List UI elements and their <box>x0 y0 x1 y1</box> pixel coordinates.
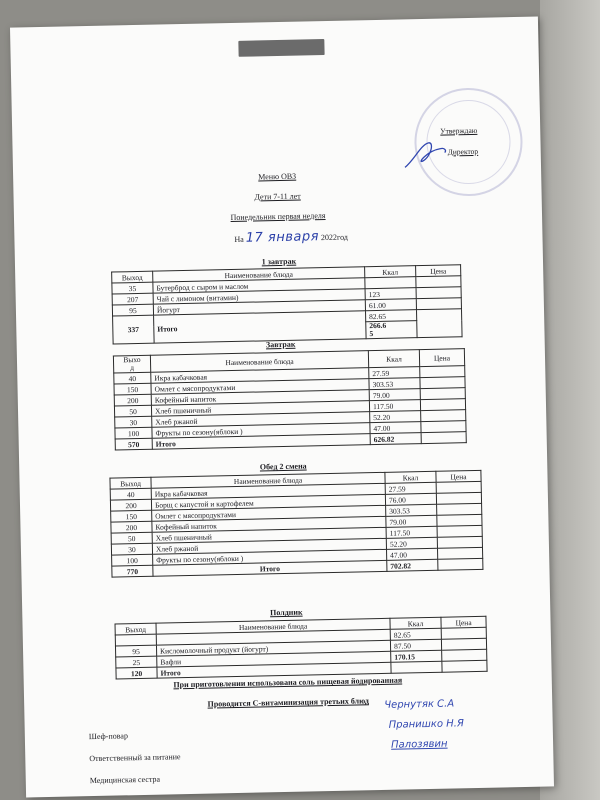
table-row: 150 Омлет с мясопродуктами 303.53 <box>114 377 465 395</box>
responsible-signature: Пранишко Н.Я <box>388 718 464 731</box>
col-output: Выход <box>112 271 153 283</box>
breakfast1-title: 1 завтрак <box>261 256 297 267</box>
table-total-row: 337 Итого 82.65 <box>113 309 462 327</box>
col-price: Цена <box>441 616 486 628</box>
snack-title: Полдник <box>269 607 303 618</box>
table-row: 200 Кофейный напиток 79.00 <box>114 388 465 406</box>
lunch-table <box>109 470 483 578</box>
col-name: Наименование блюда <box>151 472 385 488</box>
col-name: Наименование блюда <box>156 618 390 634</box>
col-output: Выход <box>115 623 156 635</box>
table-total-row: 120 Итого <box>116 660 487 679</box>
chef-signature: Чернутяк С.А <box>384 698 455 711</box>
col-name: Наименование блюда <box>150 351 368 373</box>
vitamin-note: Проводится С-витаминизация третьих блюд <box>207 696 369 709</box>
clip-tab <box>238 39 324 57</box>
date-suffix: 2022год <box>320 232 349 243</box>
col-kcal: Ккал <box>390 617 441 629</box>
table-row: 95 Йогурт 61.00 <box>112 298 461 316</box>
col-kcal: Ккал <box>368 350 419 368</box>
col-price: Цена <box>436 470 481 482</box>
date-line <box>234 229 348 246</box>
col-name: Наименование блюда <box>153 267 365 282</box>
table-total-row: 770 Итого 702.82 <box>112 558 483 577</box>
breakfast1-table <box>111 264 462 344</box>
responsible-label: Ответственный за питание <box>89 752 181 764</box>
table-row: 40 Икра кабачковая 27.59 <box>110 481 481 500</box>
day-label: Понедельник первая неделя <box>230 211 326 223</box>
chef-label: Шеф-повар <box>88 731 129 742</box>
col-price: Цена <box>419 349 464 367</box>
table-row: 30 Хлеб ржаной 52.20 <box>111 536 482 555</box>
age-group: Дети 7-11 лет <box>254 191 301 202</box>
table-row: 100 Фрукты по сезону(яблоки ) 47.00 <box>115 421 466 439</box>
table-row: 40 Икра кабачковая 27.59 <box>114 366 465 384</box>
table-row: 50 Хлеб пшеничный 117.50 <box>111 525 482 544</box>
breakfast-table <box>113 348 467 450</box>
table-row: 100 Фрукты по сезону(яблоки ) 47.00 <box>112 547 483 566</box>
col-output: Выхо д <box>113 355 150 373</box>
table-total-row-2: 266.6 5 <box>113 320 462 344</box>
table-row: 35 Бутерброд с сыром и маслом <box>112 276 461 294</box>
menu-title: Меню ОВЗ <box>258 171 297 182</box>
table-row: 30 Хлеб ржаной 52.20 <box>115 410 466 428</box>
col-output: Выход <box>110 477 151 489</box>
table-row: 150 Омлет с мясопродуктами 303.53 <box>111 503 482 522</box>
snack-table <box>114 616 487 680</box>
table-total-row: 570 Итого 626.82 <box>115 432 466 450</box>
breakfast-title: Завтрак <box>265 339 296 350</box>
nurse-signature: Палозявин <box>390 738 448 751</box>
director-label: Директор <box>447 146 479 157</box>
col-price: Цена <box>416 265 461 277</box>
table-row: 200 Борщ с капустой и картофелем 76.00 <box>110 492 481 511</box>
table-row: 200 Кофейный напиток 79.00 <box>111 514 482 533</box>
table-row: 50 Хлеб пшеничный 117.50 <box>114 399 465 417</box>
table-row: 82.65 <box>115 627 486 646</box>
col-kcal: Ккал <box>385 471 436 483</box>
col-kcal: Ккал <box>365 266 416 278</box>
date-handwritten: 17 января <box>245 229 320 246</box>
date-prefix: На <box>234 234 244 244</box>
table-row: 25 Вафли 170.15 <box>116 649 487 668</box>
table-row: 207 Чай с лимоном (витамин) 123 <box>112 287 461 305</box>
nurse-label: Медицинская сестра <box>89 774 161 786</box>
table-row: 95 Кисломолочный продукт (йогурт) 87.50 <box>115 638 486 657</box>
menu-document <box>10 17 554 798</box>
lunch-title: Обед 2 смена <box>259 461 307 472</box>
salt-note: При приготовлении использована соль пищевая йодированная <box>173 675 403 690</box>
approved-label: Утверждаю <box>440 125 478 136</box>
